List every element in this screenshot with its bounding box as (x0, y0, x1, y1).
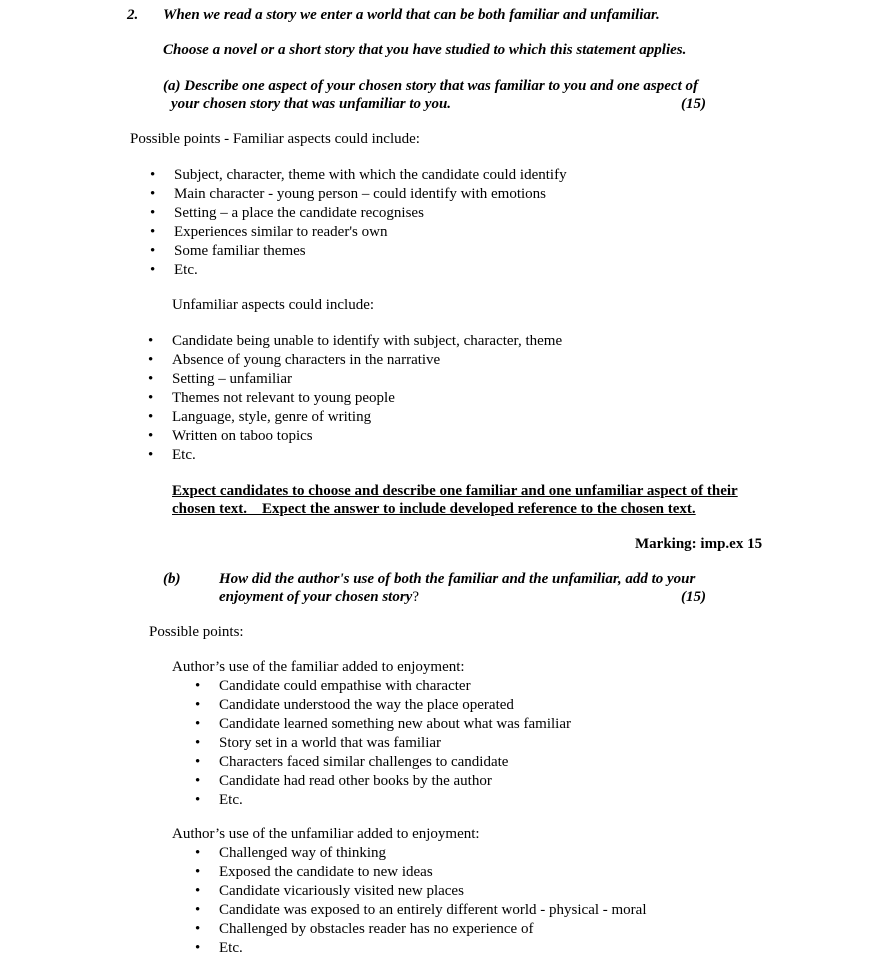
bullet-icon: • (195, 845, 201, 861)
bullet-icon: • (148, 333, 154, 349)
list-item-text: Candidate learned something new about what was familiar (219, 716, 571, 732)
part-b-line2-main: enjoyment of your chosen story (219, 589, 413, 605)
part-a-line2: your chosen story that was unfamiliar to you. (171, 96, 452, 112)
bullet-icon: • (195, 754, 201, 770)
list-item-text: Candidate vicariously visited new places (219, 883, 464, 899)
bullet-icon: • (150, 224, 156, 240)
part-b-line2-qmark: ? (412, 589, 420, 605)
bullet-icon: • (195, 792, 201, 808)
part-b-possible-points-heading: Possible points: (149, 624, 244, 640)
bullet-icon: • (195, 883, 201, 899)
unfamiliar-enjoyment-heading: Author’s use of the unfamiliar added to enjoyment: (172, 826, 480, 842)
bullet-icon: • (195, 735, 201, 751)
familiar-enjoyment-heading: Author’s use of the familiar added to enjoyment: (172, 659, 465, 675)
list-item-text: Etc. (174, 262, 198, 278)
bullet-icon: • (150, 243, 156, 259)
list-item-text: Exposed the candidate to new ideas (219, 864, 433, 880)
bullet-icon: • (148, 447, 154, 463)
bullet-icon: • (148, 428, 154, 444)
list-item-text: Main character - young person – could identify with emotions (174, 186, 546, 202)
list-item-text: Candidate had read other books by the author (219, 773, 492, 789)
list-item-text: Language, style, genre of writing (172, 409, 372, 425)
expectation-line2: chosen text. Expect the answer to include developed reference to the chosen text. (172, 501, 696, 517)
list-item-text: Story set in a world that was familiar (219, 735, 442, 751)
bullet-icon: • (150, 186, 156, 202)
part-a-line1: (a) Describe one aspect of your chosen story that was familiar to you and one aspect of (163, 78, 698, 94)
bullet-icon: • (148, 371, 154, 387)
bullet-icon: • (150, 167, 156, 183)
question-instruction: Choose a novel or a short story that you have studied to which this statement applies. (163, 42, 687, 58)
list-item-text: Etc. (219, 792, 243, 808)
part-b-line2 (219, 588, 419, 607)
list-item-text: Candidate understood the way the place operated (219, 697, 514, 713)
part-a-marks: (15) (681, 96, 706, 112)
bullet-icon: • (148, 409, 154, 425)
part-b-marks: (15) (681, 589, 706, 605)
list-item-text: Candidate could empathise with character (219, 678, 471, 694)
list-item-text: Some familiar themes (174, 243, 306, 259)
list-item-text: Characters faced similar challenges to candidate (219, 754, 509, 770)
list-item-text: Challenged by obstacles reader has no experience of (219, 921, 534, 937)
list-item-text: Experiences similar to reader's own (174, 224, 388, 240)
bullet-icon: • (195, 678, 201, 694)
list-item-text: Challenged way of thinking (219, 845, 387, 861)
bullet-icon: • (195, 716, 201, 732)
bullet-icon: • (195, 921, 201, 937)
bullet-icon: • (195, 773, 201, 789)
list-item-text: Subject, character, theme with which the candidate could identify (174, 167, 567, 183)
bullet-icon: • (150, 205, 156, 221)
list-item-text: Themes not relevant to young people (172, 390, 395, 406)
part-b-line1: How did the author's use of both the familiar and the unfamiliar, add to your (219, 571, 696, 587)
bullet-icon: • (148, 390, 154, 406)
unfamiliar-aspects-heading: Unfamiliar aspects could include: (172, 297, 375, 313)
list-item-text: Written on taboo topics (172, 428, 313, 444)
bullet-icon: • (195, 697, 201, 713)
list-item-text: Etc. (219, 940, 243, 956)
list-item-text: Setting – unfamiliar (172, 371, 292, 387)
list-item-text: Candidate being unable to identify with subject, character, theme (172, 333, 563, 349)
bullet-icon: • (148, 352, 154, 368)
part-b-label: (b) (163, 571, 181, 587)
question-number: 2. (127, 7, 139, 23)
list-item-text: Setting – a place the candidate recognises (174, 205, 424, 221)
bullet-icon: • (195, 940, 201, 956)
list-item-text: Candidate was exposed to an entirely different world - physical - moral (219, 902, 647, 918)
list-item-text: Absence of young characters in the narrative (172, 352, 441, 368)
marking-scheme: Marking: imp.ex 15 (635, 536, 763, 552)
part-a-possible-points-heading: Possible points - Familiar aspects could include: (130, 131, 420, 147)
expectation-line1: Expect candidates to choose and describe one familiar and one unfamiliar aspect of their (172, 483, 738, 499)
list-item-text: Etc. (172, 447, 196, 463)
bullet-icon: • (195, 902, 201, 918)
question-prompt: When we read a story we enter a world that can be both familiar and unfamiliar. (163, 7, 660, 23)
bullet-icon: • (150, 262, 156, 278)
bullet-icon: • (195, 864, 201, 880)
